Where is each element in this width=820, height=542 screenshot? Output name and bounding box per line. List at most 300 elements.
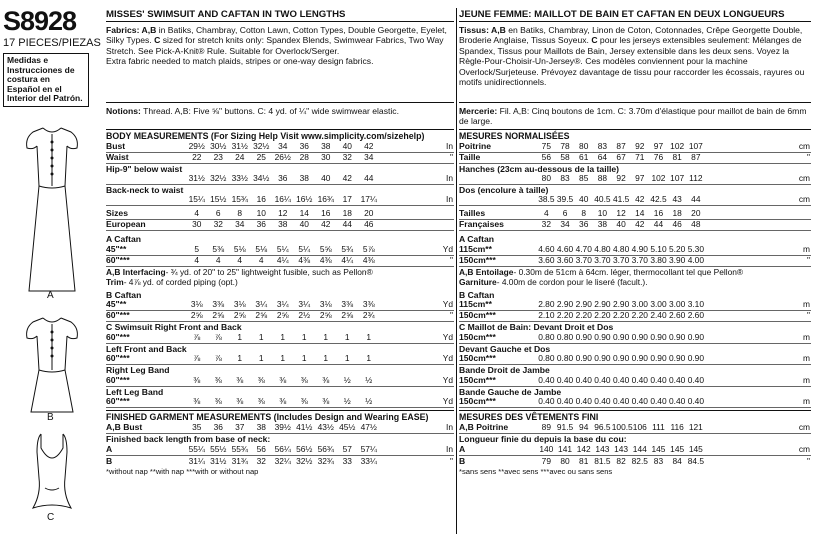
trim-text: - 4⅞ yd. of corded piping (opt.) xyxy=(123,276,238,287)
row-value: 10 xyxy=(256,208,266,218)
fabrics-text: en Batiks, Chambray, Linon de Coton, Cotonnades, Crêpe Georgette Double, Broderie Anglaise, Tissus Soyeux. xyxy=(459,25,803,46)
row-value: 18 xyxy=(672,208,682,218)
row-label: 150cm*** xyxy=(459,374,496,385)
view-a-label: A xyxy=(47,290,54,301)
row-value: 79 xyxy=(541,455,551,466)
row-value: 45½ xyxy=(339,422,356,432)
row-value: 40.5 xyxy=(594,194,611,204)
row-unit: Yd xyxy=(442,396,453,406)
row-value: 38.5 xyxy=(538,194,555,204)
row-value: 85 xyxy=(579,173,589,183)
row-value: 88 xyxy=(597,173,608,183)
row-value: 145 xyxy=(670,443,685,454)
row-value: 40 xyxy=(321,173,331,183)
fabrics-label: Fabrics: A,B xyxy=(106,25,157,35)
fabrics-text: in Batiks, Chambray, Cotton Lawn, Cotton Types, Double Georgette, Eyelet, Silky Types. xyxy=(106,25,447,46)
row-value: 3.70 xyxy=(612,254,630,265)
row-value: ⅜ xyxy=(279,374,287,385)
row-value: 0.90 xyxy=(575,331,592,342)
row-value: 71 xyxy=(635,152,645,162)
row-value: 3⅛ xyxy=(190,299,203,309)
fabrics-c-label: C xyxy=(591,35,598,46)
row-value: 1 xyxy=(366,353,372,363)
finished-measurements-title: MESURES DES VÊTEMENTS FINI xyxy=(459,410,811,423)
row-unit: Yd xyxy=(442,243,453,254)
row-value: 4⅜ xyxy=(298,254,311,265)
row-value: 2⅝ xyxy=(212,310,225,320)
row-value: 39.5 xyxy=(556,194,574,204)
fabrics-c-label: C xyxy=(154,35,161,46)
row-value: 56¾ xyxy=(317,443,334,454)
row-value: 55¾ xyxy=(231,443,248,454)
row-label: 150cm*** xyxy=(459,254,496,265)
row-label: Dos (encolure à taille) xyxy=(459,185,549,195)
row-value: ⅜ xyxy=(193,374,201,385)
row-value: 3⅜ xyxy=(362,299,375,309)
row-value: 94 xyxy=(579,422,589,432)
row-value: 2⅝ xyxy=(190,310,203,320)
row-value: 32 xyxy=(541,219,551,229)
row-value: 0.40 xyxy=(631,396,648,406)
row-value: 40 xyxy=(342,141,352,151)
row-value: ½ xyxy=(343,374,351,385)
row-label: Françaises xyxy=(459,219,504,229)
row-value: 5¼ xyxy=(298,243,311,254)
sidebar xyxy=(3,8,101,538)
section-a-caftan: A Caftan xyxy=(459,234,495,244)
table-row xyxy=(106,423,454,434)
row-value: 16 xyxy=(321,208,331,218)
row-value: 5 xyxy=(194,243,200,254)
table-row xyxy=(106,256,454,267)
row-value: 0.40 xyxy=(669,396,686,406)
row-value: 78 xyxy=(560,141,570,151)
fabrics-extra: Extra fabric needed to match plaids, stripes or one-way design fabrics. xyxy=(106,56,374,67)
row-value: 80 xyxy=(579,141,589,151)
row-value: 4 xyxy=(194,254,200,265)
table-row xyxy=(459,456,811,467)
row-unit: In xyxy=(446,173,453,183)
row-label: Taille xyxy=(459,152,481,162)
row-value: 1 xyxy=(258,353,264,363)
row-value: 46 xyxy=(672,219,682,229)
row-value: 55¼ xyxy=(188,443,205,454)
interfacing-label: A,B Entoilage xyxy=(459,266,514,277)
row-value: 2.20 xyxy=(631,310,648,320)
row-label: Bust xyxy=(106,141,126,151)
row-value: 2.20 xyxy=(575,310,592,320)
row-value: 41.5 xyxy=(612,194,630,204)
row-value: 116 xyxy=(670,422,684,432)
english-column xyxy=(106,8,454,536)
finished-measurements-title: FINISHED GARMENT MEASUREMENTS (Includes Design and Wearing EASE) xyxy=(106,410,454,423)
row-value: 0.90 xyxy=(687,331,704,342)
table-row xyxy=(459,153,811,164)
row-value: 31¼ xyxy=(188,455,205,466)
row-value: 25 xyxy=(256,152,266,162)
notions-text: Thread. A,B: Five ⅝" buttons. C: 4 yd. of ¼" wide swimwear elastic. xyxy=(140,106,399,116)
table-row xyxy=(459,423,811,434)
finished-length-title: Finished back length from base of neck: xyxy=(106,434,271,444)
row-value: 3⅜ xyxy=(212,299,225,309)
row-label: 60"*** xyxy=(106,396,130,406)
row-value: 2.90 xyxy=(575,299,592,309)
notions-label: Mercerie: xyxy=(459,106,498,116)
row-value: ⅞ xyxy=(193,331,201,342)
row-value: 141 xyxy=(558,443,573,454)
row-value: 97 xyxy=(653,141,664,151)
row-label: Waist xyxy=(106,152,129,162)
row-unit: cm xyxy=(798,443,810,454)
row-value: 2.20 xyxy=(612,310,630,320)
row-value: 0.90 xyxy=(612,331,630,342)
view-a-caftan-drawing xyxy=(3,116,101,296)
row-label: European xyxy=(106,219,146,229)
row-unit: Yd xyxy=(442,374,453,385)
row-value: 3¼ xyxy=(255,299,268,309)
row-label: Poitrine xyxy=(459,141,491,151)
interfacing-note xyxy=(106,267,454,277)
section-left-leg: Bande Gauche de Jambe xyxy=(459,386,562,397)
row-value: 140 xyxy=(539,443,554,454)
row-value: 30 xyxy=(321,152,331,162)
table-row xyxy=(106,220,454,231)
row-unit: Yd xyxy=(442,353,453,363)
row-value: 33 xyxy=(342,455,352,466)
row-value: 44 xyxy=(691,194,701,204)
row-value: 5⅛ xyxy=(233,243,246,254)
row-value: 84 xyxy=(672,455,682,466)
pieces-count: 17 PIECES/PIEZAS xyxy=(3,37,101,49)
row-value: 0.40 xyxy=(687,396,704,406)
row-value: 16¼ xyxy=(274,194,291,204)
row-value: 26½ xyxy=(274,152,291,162)
row-label: 60"*** xyxy=(106,331,130,342)
row-unit: m xyxy=(803,331,810,342)
row-value: 0.40 xyxy=(538,374,555,385)
row-value: 4.80 xyxy=(594,243,611,254)
row-value: 5⅝ xyxy=(319,243,332,254)
row-value: 31¾ xyxy=(231,455,248,466)
row-value: 32 xyxy=(213,219,223,229)
row-value: 3.60 xyxy=(538,254,555,265)
row-label: 150cm*** xyxy=(459,396,496,406)
row-unit: " xyxy=(807,152,810,162)
row-unit: m xyxy=(803,243,810,254)
row-value: 3.10 xyxy=(687,299,704,309)
trim-label: Garniture xyxy=(459,276,497,287)
row-value: 38 xyxy=(597,219,608,229)
row-label: A,B Poitrine xyxy=(459,422,509,432)
row-value: 4.70 xyxy=(575,243,592,254)
row-value: 3.90 xyxy=(669,254,686,265)
row-value: 55½ xyxy=(210,443,227,454)
row-value: 2.40 xyxy=(650,310,667,320)
row-label: Back-neck to waist xyxy=(106,185,184,195)
row-value: 1 xyxy=(237,331,243,342)
row-value: 0.80 xyxy=(556,331,574,342)
fabrics-extra: Prévoyez davantage de tissu pour raccorder les écossais, rayures ou motifs unidirectionnels. xyxy=(459,66,805,88)
row-value: 0.40 xyxy=(594,374,611,385)
row-value: 44 xyxy=(342,219,352,229)
row-value: 38 xyxy=(256,422,266,432)
row-value: 4 xyxy=(194,208,200,218)
row-label: 45"** xyxy=(106,299,127,309)
row-value: 4 xyxy=(237,254,243,265)
row-value: 2.10 xyxy=(538,310,555,320)
row-value: ⅜ xyxy=(236,396,244,406)
row-value: 3.00 xyxy=(631,299,648,309)
row-value: 96.5 xyxy=(594,422,611,432)
row-value: 28 xyxy=(299,152,309,162)
table-row xyxy=(106,354,454,365)
row-value: 91.5 xyxy=(556,422,574,432)
row-value: 15¾ xyxy=(231,194,248,204)
trim-text: - 4.00m de cordon pour le liseré (facult.). xyxy=(496,276,648,287)
row-value: 4 xyxy=(215,254,221,265)
row-unit: " xyxy=(807,310,810,320)
row-value: 4.60 xyxy=(538,243,555,254)
row-value: 82 xyxy=(616,455,626,466)
row-value: 83 xyxy=(597,141,608,151)
section-right-leg: Bande Droit de Jambe xyxy=(459,365,550,375)
row-value: 0.40 xyxy=(612,374,630,385)
row-value: ⅜ xyxy=(257,374,265,385)
row-value: ⅞ xyxy=(214,353,222,363)
row-label: 150cm*** xyxy=(459,331,496,342)
row-value: 32¾ xyxy=(317,455,334,466)
section-b-caftan: B Caftan xyxy=(106,289,142,300)
row-value: 34 xyxy=(235,219,245,229)
row-value: 31½ xyxy=(210,455,227,466)
row-label: Sizes xyxy=(106,208,128,218)
row-value: 2.90 xyxy=(556,299,574,309)
table-row xyxy=(106,456,454,467)
row-value: 2⅝ xyxy=(255,310,268,320)
row-value: 87 xyxy=(616,141,626,151)
row-value: 2.20 xyxy=(556,310,574,320)
french-title: JEUNE FEMME: MAILLOT DE BAIN ET CAFTAN EN DEUX LONGUEURS xyxy=(459,8,811,22)
row-value: 36 xyxy=(579,219,589,229)
row-value: 2⅝ xyxy=(341,310,354,320)
row-value: 1 xyxy=(344,331,350,342)
row-value: 17¼ xyxy=(360,194,377,204)
row-unit: " xyxy=(450,254,453,265)
row-value: 40 xyxy=(616,219,626,229)
row-value: 3⅛ xyxy=(319,299,332,309)
row-value: 31½ xyxy=(188,173,205,183)
row-value: 121 xyxy=(688,422,703,432)
row-label: 60"*** xyxy=(106,353,130,363)
table-row xyxy=(106,333,454,344)
row-value: 76 xyxy=(653,152,664,162)
row-value: 1 xyxy=(301,331,307,342)
row-value: 0.90 xyxy=(631,353,648,363)
row-value: ⅜ xyxy=(279,396,287,406)
row-label: 115cm** xyxy=(459,299,492,309)
row-value: 56¼ xyxy=(274,443,291,454)
interfacing-text: - 0.30m de 51cm à 64cm. léger, thermocollant tel que Pellon® xyxy=(513,266,744,277)
table-row xyxy=(459,185,811,206)
table-row xyxy=(459,354,811,365)
row-value: 4¼ xyxy=(341,254,354,265)
row-value: 102 xyxy=(651,173,666,183)
row-value: 4⅜ xyxy=(362,254,375,265)
row-value: 16¾ xyxy=(317,194,334,204)
row-value: 38 xyxy=(278,219,288,229)
row-unit: " xyxy=(450,455,453,466)
row-value: 67 xyxy=(616,152,626,162)
column-divider xyxy=(456,8,457,534)
row-unit: Yd xyxy=(442,331,453,342)
row-value: 4¼ xyxy=(276,254,289,265)
row-value: 1 xyxy=(323,353,329,363)
row-value: 2.20 xyxy=(594,310,611,320)
row-value: 32½ xyxy=(210,173,227,183)
row-value: 38 xyxy=(299,173,309,183)
row-value: 5⅞ xyxy=(362,243,375,254)
row-value: 0.90 xyxy=(687,353,704,363)
row-value: 35 xyxy=(192,422,202,432)
row-value: 42 xyxy=(321,219,331,229)
section-b-caftan: B Caftan xyxy=(459,289,495,300)
row-value: 31½ xyxy=(231,141,248,151)
row-unit: m xyxy=(803,353,810,363)
fabrics-c-text: pour les jerseys extensibles seulement: Mélanges de Spandex, Tissus pour Maillots de Bain, Jersey extensible dans les deux sens. Voyez la Règle-Pour-Choisir-Un-Jersey®. Ces modèles conviennent pour la machine Overlock/Surjeteuse. xyxy=(459,35,802,77)
row-value: 145 xyxy=(688,443,703,454)
row-value: 15¼ xyxy=(188,194,205,204)
row-value: 5¼ xyxy=(276,243,289,254)
row-value: 30½ xyxy=(210,141,227,151)
row-unit: cm xyxy=(798,194,810,204)
row-label: 150cm*** xyxy=(459,310,496,320)
spanish-instructions-box: Medidas e Instrucciones de costura en Español en el Interior del Patrón. xyxy=(3,53,89,107)
row-value: 42 xyxy=(364,141,374,151)
row-value: 3.00 xyxy=(669,299,686,309)
row-value: 5¾ xyxy=(341,243,354,254)
row-value: 5⅜ xyxy=(212,243,225,254)
row-value: 44 xyxy=(653,219,664,229)
french-footnote: *sans sens **avec sens ***avec ou sans sens xyxy=(459,466,613,476)
row-value: 1 xyxy=(280,331,286,342)
row-value: 3.70 xyxy=(631,254,648,265)
row-label: 60"*** xyxy=(106,374,130,385)
row-value: 81.5 xyxy=(594,455,611,466)
row-value: 34½ xyxy=(253,173,270,183)
row-value: 3⅛ xyxy=(233,299,246,309)
view-b-caftan-drawing xyxy=(3,308,101,418)
notions-text: Fil. A,B: Cinq boutons de 1cm. C: 3.70m d'élastique pour maillot de bain de 6mm de large. xyxy=(459,106,807,127)
table-row xyxy=(459,333,811,344)
row-value: 0.90 xyxy=(631,331,648,342)
row-value: 4⅜ xyxy=(319,254,332,265)
row-value: 0.90 xyxy=(612,353,630,363)
row-value: 34 xyxy=(560,219,570,229)
row-label: 150cm*** xyxy=(459,353,496,363)
row-value: 1 xyxy=(323,331,329,342)
row-value: 20 xyxy=(691,208,701,218)
row-value: 2.60 xyxy=(669,310,686,320)
table-row xyxy=(459,220,811,231)
english-title: MISSES' SWIMSUIT AND CAFTAN IN TWO LENGTHS xyxy=(106,8,454,22)
row-value: 57¼ xyxy=(360,443,377,454)
row-value: 4.00 xyxy=(687,254,704,265)
row-value: 4.80 xyxy=(612,243,630,254)
row-value: 0.80 xyxy=(556,353,574,363)
row-value: 14 xyxy=(635,208,645,218)
row-value: 44 xyxy=(364,173,374,183)
row-value: 12 xyxy=(278,208,288,218)
pattern-number: S8928 xyxy=(3,6,77,36)
row-value: 40 xyxy=(299,219,309,229)
trim-note xyxy=(459,277,811,287)
row-label: 45"** xyxy=(106,243,127,254)
row-label: Hanches (23cm au-dessous de la taille) xyxy=(459,164,619,174)
row-value: 3¼ xyxy=(298,299,311,309)
row-label: Tailles xyxy=(459,208,486,218)
row-value: 2.60 xyxy=(687,310,704,320)
english-notions xyxy=(106,102,454,130)
row-value: 4 xyxy=(258,254,264,265)
row-value: 39½ xyxy=(274,422,291,432)
row-value: 20 xyxy=(364,208,374,218)
table-row xyxy=(459,256,811,267)
row-value: 144 xyxy=(632,443,647,454)
row-value: 32½ xyxy=(296,455,313,466)
row-value: 61 xyxy=(579,152,589,162)
row-value: 43½ xyxy=(317,422,334,432)
row-label: 60"*** xyxy=(106,254,130,265)
row-value: 16½ xyxy=(296,194,313,204)
row-value: 100.5 xyxy=(611,422,633,432)
row-value: 81 xyxy=(579,455,589,466)
row-value: 2.80 xyxy=(538,299,555,309)
row-value: ⅜ xyxy=(214,396,222,406)
row-value: 6 xyxy=(215,208,221,218)
section-c-front: C Swimsuit Right Front and Back xyxy=(106,322,242,332)
row-value: 42 xyxy=(635,219,645,229)
row-value: 80 xyxy=(560,455,570,466)
row-value: 3.70 xyxy=(594,254,611,265)
row-value: 1 xyxy=(344,353,350,363)
row-value: 34 xyxy=(364,152,374,162)
row-value: 107 xyxy=(688,141,703,151)
trim-label: Trim xyxy=(106,276,124,287)
row-value: 57 xyxy=(342,443,352,454)
row-value: ⅜ xyxy=(300,374,308,385)
row-value: 3.80 xyxy=(650,254,667,265)
row-value: 0.90 xyxy=(594,331,611,342)
row-value: 5.20 xyxy=(669,243,686,254)
row-value: 24 xyxy=(235,152,245,162)
row-unit: In xyxy=(446,422,453,432)
row-value: 2⅝ xyxy=(276,310,289,320)
row-value: ⅜ xyxy=(300,396,308,406)
row-value: 0.40 xyxy=(575,374,592,385)
row-unit: cm xyxy=(798,141,810,151)
row-value: 0.90 xyxy=(594,353,611,363)
finished-length-title: Longueur finie du depuis la base du cou: xyxy=(459,434,627,444)
row-value: 17 xyxy=(342,194,352,204)
view-b-label: B xyxy=(47,412,54,423)
row-value: 5⅛ xyxy=(255,243,268,254)
table-row xyxy=(459,376,811,387)
row-value: 15½ xyxy=(210,194,227,204)
trim-note xyxy=(106,277,454,287)
section-left-leg: Left Leg Band xyxy=(106,386,164,397)
row-unit: " xyxy=(807,254,810,265)
row-unit: " xyxy=(450,152,453,162)
